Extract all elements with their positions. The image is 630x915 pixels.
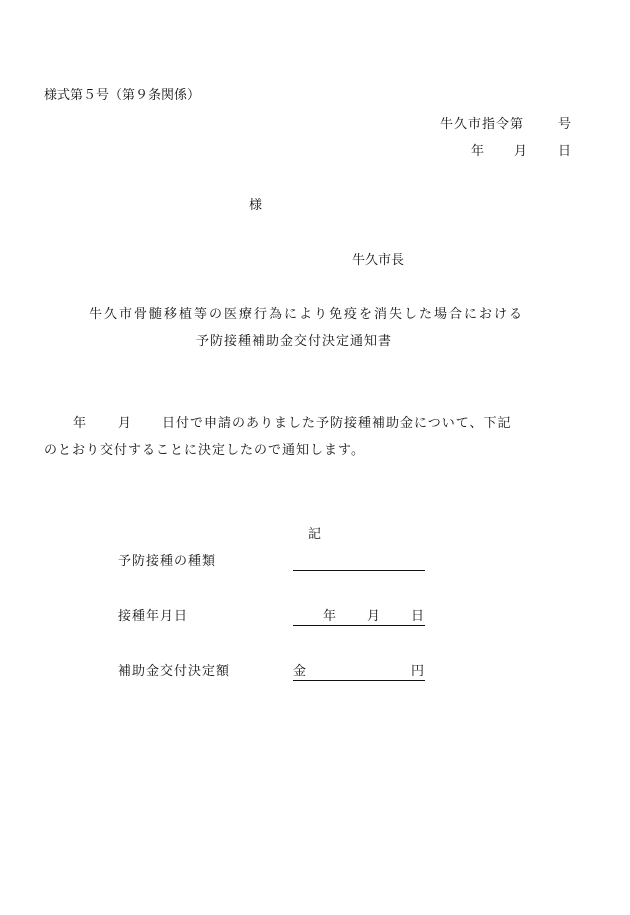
vaccine-type-blank bbox=[293, 553, 425, 571]
addressee-honorific: 様 bbox=[249, 198, 263, 213]
date-month: 月 bbox=[514, 144, 528, 159]
directive-number-suffix: 号 bbox=[558, 117, 572, 132]
form-number: 様式第５号（第９条関係） bbox=[44, 88, 201, 103]
vaccination-date-field bbox=[293, 608, 425, 626]
vaccine-type-label: 予防接種の種類 bbox=[118, 554, 217, 569]
amount-field bbox=[293, 663, 425, 681]
amount-suffix: 円 bbox=[411, 664, 425, 679]
body-month: 月 bbox=[118, 416, 132, 431]
sender-name: 牛久市長 bbox=[352, 253, 405, 268]
vaccination-date-label: 接種年月日 bbox=[118, 609, 189, 624]
document-title-line1: 牛久市骨髄移植等の医療行為により免疫を消失した場合における bbox=[89, 307, 525, 322]
body-year: 年 bbox=[73, 416, 87, 431]
vaccination-date-day: 日 bbox=[411, 609, 425, 624]
directive-number-prefix: 牛久市指令第 bbox=[440, 117, 525, 132]
document-title-line2: 予防接種補助金交付決定通知書 bbox=[196, 334, 393, 349]
ki-heading: 記 bbox=[308, 527, 322, 542]
date-day: 日 bbox=[558, 144, 572, 159]
vaccination-date-month: 月 bbox=[367, 609, 381, 624]
amount-label: 補助金交付決定額 bbox=[118, 664, 231, 679]
date-year: 年 bbox=[471, 144, 485, 159]
vaccination-date-year: 年 bbox=[323, 609, 337, 624]
amount-prefix: 金 bbox=[293, 664, 307, 679]
body-line2: のとおり交付することに決定したので通知します。 bbox=[44, 443, 365, 458]
body-line1: 日付で申請のありました予防接種補助金について、下記 bbox=[162, 416, 512, 431]
